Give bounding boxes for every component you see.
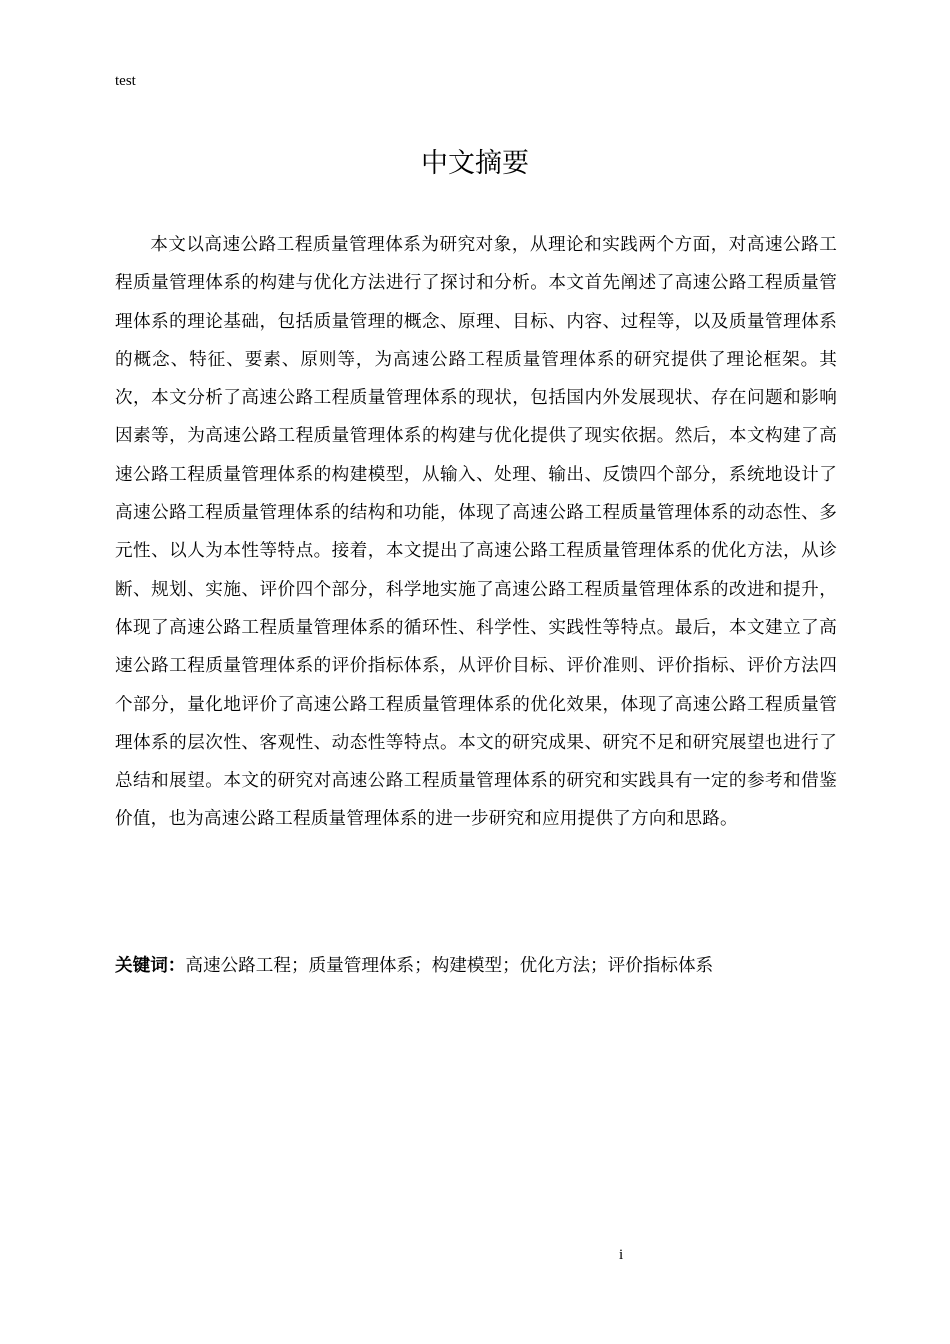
abstract-paragraph: 本文以高速公路工程质量管理体系为研究对象，从理论和实践两个方面，对高速公路工程质量管理体系的构建与优化方法进行了探讨和分析。本文首先阐述了高速公路工程质量管理体系的理论基础，包括质量管理的概念、原理、目标、内容、过程等，以及质量管理体系的概念、特征、要素、原则等，为高速公路工程质量管理体系的研究提供了理论框架。其次，本文分析了高速公路工程质量管理体系的现状，包括国内外发展现状、存在问题和影响因素等，为高速公路工程质量管理体系的构建与优化提供了现实依据。然后，本文构建了高速公路工程质量管理体系的构建模型，从输入、处理、输出、反馈四个部分，系统地设计了高速公路工程质量管理体系的结构和功能，体现了高速公路工程质量管理体系的动态性、多元性、以人为本性等特点。接着，本文提出了高速公路工程质量管理体系的优化方法，从诊断、规划、实施、评价四个部分，科学地实施了高速公路工程质量管理体系的改进和提升，体现了高速公路工程质量管理体系的循环性、科学性、实践性等特点。最后，本文建立了高速公路工程质量管理体系的评价指标体系，从评价目标、评价准则、评价指标、评价方法四个部分，量化地评价了高速公路工程质量管理体系的优化效果，体现了高速公路工程质量管理体系的层次性、客观性、动态性等特点。本文的研究成果、研究不足和研究展望也进行了总结和展望。本文的研究对高速公路工程质量管理体系的研究和实践具有一定的参考和借鉴价值，也为高速公路工程质量管理体系的进一步研究和应用提供了方向和思路。: [115, 235, 837, 830]
page-title: 中文摘要: [421, 148, 529, 179]
keywords-text: 高速公路工程；质量管理体系；构建模型；优化方法；评价指标体系: [185, 956, 714, 976]
page-number: i: [619, 1247, 624, 1263]
page-header: test: [115, 73, 136, 89]
keywords-line: [115, 948, 837, 984]
keywords-label: 关键词：: [115, 956, 186, 976]
